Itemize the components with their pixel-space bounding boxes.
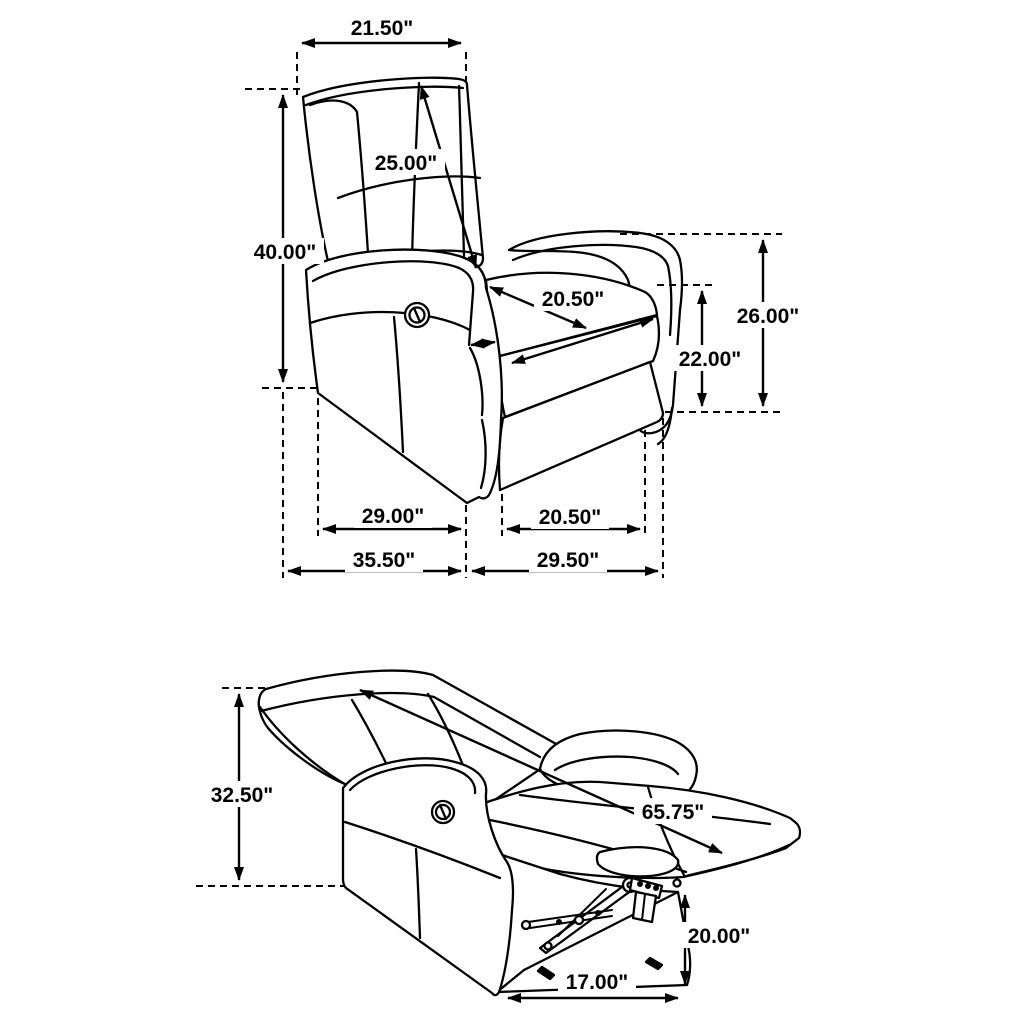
mechanism-pivot-3 <box>522 921 530 929</box>
dim-label-overall-depth: 29.50" <box>536 549 600 572</box>
dim-label-seat-back-span: 22.00" <box>678 348 742 371</box>
upright-recliner-drawing <box>303 78 682 503</box>
mechanism-pivot-4 <box>545 943 552 950</box>
dim-label-arm-height: 26.00" <box>736 305 800 328</box>
dim-label-base-depth: 17.00" <box>565 971 629 994</box>
dim-label-overall-height: 40.00" <box>253 241 317 264</box>
dim-label-top-width: 21.50" <box>350 17 414 40</box>
mechanism-pivot-2 <box>575 916 583 924</box>
dim-label-seat-depth: 20.50" <box>541 288 605 311</box>
footrest-corner-hinge <box>674 880 681 887</box>
upright-left-armrest-and-side <box>306 250 502 503</box>
power-button[interactable] <box>405 303 429 327</box>
dim-label-footrest-floor-height: 20.00" <box>687 925 751 948</box>
dim-label-seat-inner-width: 20.50" <box>538 506 602 529</box>
power-button-reclined[interactable] <box>432 801 454 823</box>
dim-label-base-front-width: 29.00" <box>361 505 425 528</box>
dim-label-back-height: 32.50" <box>210 784 274 807</box>
dim-label-back-length: 25.00" <box>374 152 438 175</box>
upright-backrest <box>303 78 483 276</box>
footrest-pad <box>597 847 678 876</box>
dim-label-overall-width: 35.50" <box>352 549 416 572</box>
dim-label-reclined-length: 65.75" <box>641 801 705 824</box>
